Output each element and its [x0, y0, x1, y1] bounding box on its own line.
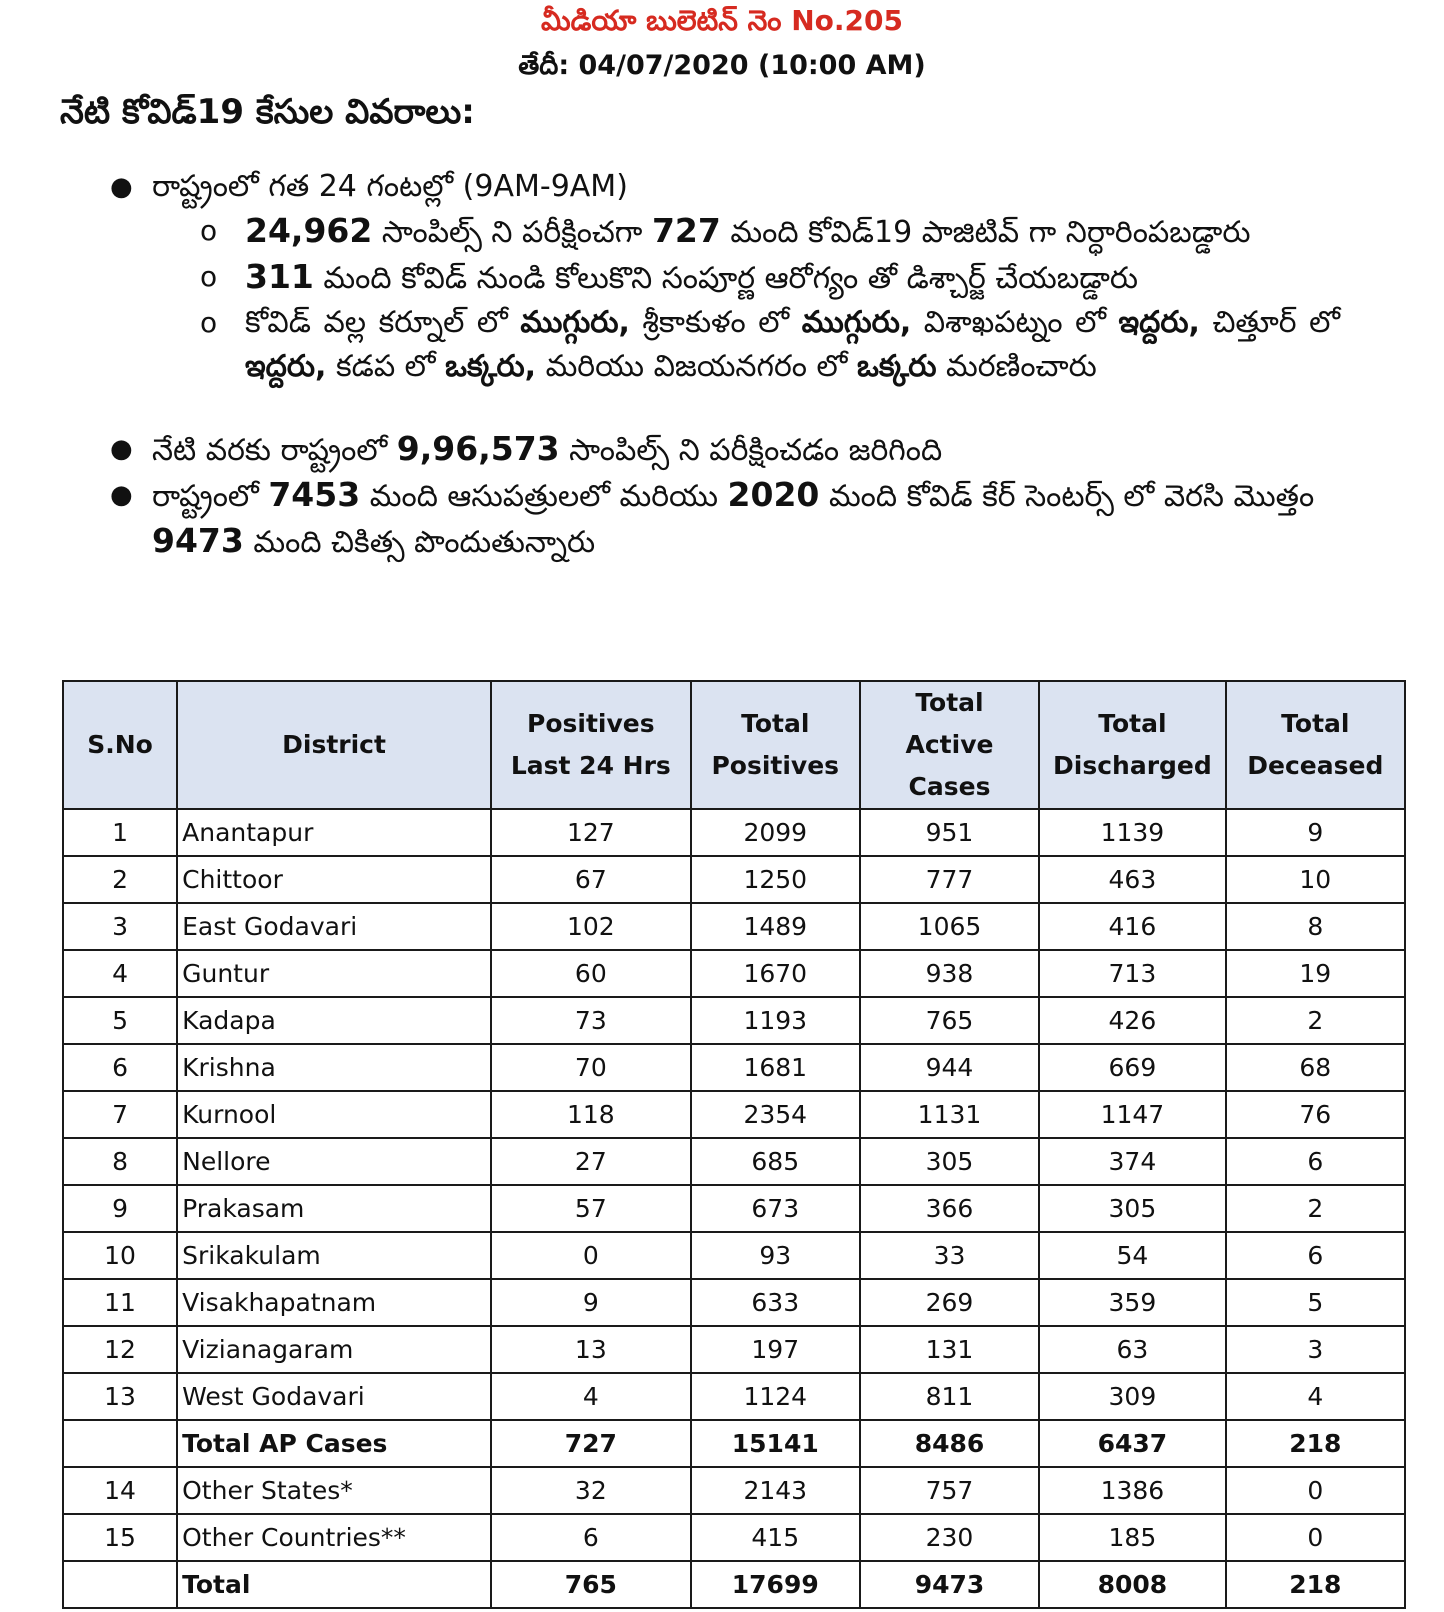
cell-deceased: 6	[1226, 1232, 1405, 1279]
cell-deceased: 6	[1226, 1138, 1405, 1185]
cell-positives-24hrs: 4	[491, 1373, 691, 1420]
total-under-treatment: 9473	[152, 521, 244, 560]
table-row	[63, 1185, 1405, 1232]
sub-text: సాంపిల్స్ ని పరీక్షించగా	[372, 215, 652, 250]
cell-deceased: 5	[1226, 1279, 1405, 1326]
cell-discharged: 416	[1039, 903, 1225, 950]
hospital-count: 7453	[268, 475, 361, 514]
cell-sno	[63, 1420, 177, 1467]
cell-active-cases: 230	[860, 1514, 1039, 1561]
cell-deceased: 3	[1226, 1326, 1405, 1373]
sub-marker: o	[200, 306, 218, 339]
cell-active-cases: 765	[860, 997, 1039, 1044]
section-heading: నేటి కోవిడ్19 కేసుల వివరాలు:	[60, 92, 475, 132]
cell-discharged: 713	[1039, 950, 1225, 997]
bullet-marker: ●	[110, 434, 133, 464]
cell-deceased: 0	[1226, 1467, 1405, 1514]
cell-positives-24hrs: 70	[491, 1044, 691, 1091]
cell-district: Visakhapatnam	[177, 1279, 491, 1326]
cell-total-positives: 15141	[691, 1420, 860, 1467]
cell-total-positives: 1489	[691, 903, 860, 950]
cell-positives-24hrs: 32	[491, 1467, 691, 1514]
table-row	[63, 1044, 1405, 1091]
table-row	[63, 1514, 1405, 1561]
cell-deceased: 8	[1226, 903, 1405, 950]
table-row	[63, 950, 1405, 997]
cell-total-positives: 1250	[691, 856, 860, 903]
col-header-active-cases: Total Active Cases	[860, 681, 1039, 809]
col-header-discharged: Total Discharged	[1039, 681, 1225, 809]
table-total-row	[63, 1561, 1405, 1608]
table-row	[63, 903, 1405, 950]
sub-text: శ్రీకాకుళం లో	[629, 305, 802, 340]
table-row	[63, 1279, 1405, 1326]
cell-total-positives: 685	[691, 1138, 860, 1185]
death-count: ఒక్కరు,	[445, 349, 537, 384]
cell-discharged: 6437	[1039, 1420, 1225, 1467]
cell-district: Chittoor	[177, 856, 491, 903]
cell-discharged: 8008	[1039, 1561, 1225, 1608]
cell-sno: 11	[63, 1279, 177, 1326]
cell-discharged: 359	[1039, 1279, 1225, 1326]
bullet-item-under-treatment	[110, 473, 1340, 565]
cell-sno: 3	[63, 903, 177, 950]
bullet-item-total-samples	[110, 427, 1340, 473]
cell-deceased: 2	[1226, 997, 1405, 1044]
sub-marker: o	[200, 214, 218, 247]
bulletin-title: మీడియా బులెటిన్ నెం No.205	[540, 4, 903, 37]
cell-active-cases: 9473	[860, 1561, 1039, 1608]
cell-district: Kadapa	[177, 997, 491, 1044]
table-row	[63, 1232, 1405, 1279]
bullet-text: రాష్ట్రంలో గత 24 గంటల్లో (9AM-9AM)	[152, 169, 628, 204]
sub-text: కడప లో	[326, 349, 446, 384]
table-row	[63, 1326, 1405, 1373]
col-header-sno: S.No	[63, 681, 177, 809]
discharged-24hrs: 311	[245, 257, 314, 296]
death-count: ముగ్గురు,	[801, 305, 912, 340]
cell-district: Vizianagaram	[177, 1326, 491, 1373]
cell-sno: 7	[63, 1091, 177, 1138]
cell-total-positives: 673	[691, 1185, 860, 1232]
cell-deceased: 10	[1226, 856, 1405, 903]
bullet-list	[110, 165, 1340, 565]
col-header-total-positives: Total Positives	[691, 681, 860, 809]
cell-sno	[63, 1561, 177, 1608]
bullet-text: మంది కోవిడ్ కేర్ సెంటర్స్ లో వెరసి మొత్తం	[819, 479, 1315, 514]
cell-deceased: 218	[1226, 1420, 1405, 1467]
cell-total-positives: 633	[691, 1279, 860, 1326]
date-label: తేదీ	[518, 50, 559, 81]
bullet-marker: ●	[110, 480, 133, 510]
district-cases-table	[62, 680, 1406, 1609]
cell-active-cases: 811	[860, 1373, 1039, 1420]
bullet-text: సాంపిల్స్ ని పరీక్షించడం జరిగింది	[559, 433, 943, 468]
cell-active-cases: 757	[860, 1467, 1039, 1514]
cell-discharged: 63	[1039, 1326, 1225, 1373]
cell-sno: 4	[63, 950, 177, 997]
total-samples: 9,96,573	[396, 429, 560, 468]
cell-discharged: 1139	[1039, 809, 1225, 856]
sub-text: మరియు విజయనగరం లో	[536, 349, 857, 384]
cell-discharged: 305	[1039, 1185, 1225, 1232]
death-count: ఒక్కరు	[856, 349, 937, 384]
cell-deceased: 0	[1226, 1514, 1405, 1561]
cell-sno: 10	[63, 1232, 177, 1279]
cell-positives-24hrs: 118	[491, 1091, 691, 1138]
cell-total-positives: 1681	[691, 1044, 860, 1091]
cell-sno: 1	[63, 809, 177, 856]
sub-text: మంది కోవిడ్19 పాజిటివ్ గా నిర్ధారింపబడ్డారు	[720, 215, 1251, 250]
cell-district: Other States*	[177, 1467, 491, 1514]
date-value: : 04/07/2020 (10:00 AM)	[558, 50, 926, 81]
col-header-positives-24hrs: Positives Last 24 Hrs	[491, 681, 691, 809]
sub-text: విశాఖపట్నం లో	[911, 305, 1119, 340]
cell-positives-24hrs: 127	[491, 809, 691, 856]
cell-positives-24hrs: 13	[491, 1326, 691, 1373]
cell-active-cases: 366	[860, 1185, 1039, 1232]
cell-active-cases: 305	[860, 1138, 1039, 1185]
cell-active-cases: 944	[860, 1044, 1039, 1091]
death-count: ఇద్దరు,	[245, 349, 327, 384]
cell-discharged: 374	[1039, 1138, 1225, 1185]
cell-total-positives: 1193	[691, 997, 860, 1044]
cell-sno: 13	[63, 1373, 177, 1420]
cell-positives-24hrs: 102	[491, 903, 691, 950]
cell-sno: 9	[63, 1185, 177, 1232]
bulletin-date	[0, 50, 1444, 88]
col-header-deceased: Total Deceased	[1226, 681, 1405, 809]
cell-deceased: 2	[1226, 1185, 1405, 1232]
cell-sno: 15	[63, 1514, 177, 1561]
sub-item-deaths	[200, 301, 1340, 389]
cell-total-positives: 1124	[691, 1373, 860, 1420]
cell-active-cases: 1131	[860, 1091, 1039, 1138]
table-row	[63, 1091, 1405, 1138]
death-count: ముగ్గురు,	[520, 305, 630, 340]
cell-discharged: 669	[1039, 1044, 1225, 1091]
table-row	[63, 856, 1405, 903]
cell-positives-24hrs: 73	[491, 997, 691, 1044]
death-count: ఇద్దరు,	[1118, 305, 1200, 340]
cell-active-cases: 951	[860, 809, 1039, 856]
bullet-text: మంది చికిత్స పొందుతున్నారు	[243, 525, 596, 560]
cell-positives-24hrs: 0	[491, 1232, 691, 1279]
cell-active-cases: 777	[860, 856, 1039, 903]
cell-deceased: 68	[1226, 1044, 1405, 1091]
cell-district: East Godavari	[177, 903, 491, 950]
cell-positives-24hrs: 727	[491, 1420, 691, 1467]
table-row	[63, 1138, 1405, 1185]
cell-total-positives: 2099	[691, 809, 860, 856]
cell-sno: 6	[63, 1044, 177, 1091]
cell-active-cases: 938	[860, 950, 1039, 997]
cell-deceased: 19	[1226, 950, 1405, 997]
table-body	[63, 809, 1405, 1608]
table-total-row	[63, 1420, 1405, 1467]
table-row	[63, 809, 1405, 856]
samples-tested-24hrs: 24,962	[245, 211, 373, 250]
table-header-row	[63, 681, 1405, 809]
cell-discharged: 1386	[1039, 1467, 1225, 1514]
cell-district: West Godavari	[177, 1373, 491, 1420]
sub-text: చిత్తూర్ లో	[1199, 305, 1341, 340]
cell-positives-24hrs: 9	[491, 1279, 691, 1326]
cell-positives-24hrs: 67	[491, 856, 691, 903]
cell-active-cases: 131	[860, 1326, 1039, 1373]
sub-text: మంది కోవిడ్ నుండి కోలుకొని సంపూర్ణ ఆరోగ్యం తో డిశ్చార్జ్ చేయబడ్డారు	[313, 261, 1139, 296]
cell-total-positives: 415	[691, 1514, 860, 1561]
cell-active-cases: 8486	[860, 1420, 1039, 1467]
cell-district: Nellore	[177, 1138, 491, 1185]
cell-deceased: 218	[1226, 1561, 1405, 1608]
cell-active-cases: 269	[860, 1279, 1039, 1326]
positives-24hrs: 727	[651, 211, 721, 250]
cell-district: Other Countries**	[177, 1514, 491, 1561]
bullet-marker: ●	[110, 172, 133, 202]
cell-discharged: 1147	[1039, 1091, 1225, 1138]
sub-text: కోవిడ్ వల్ల కర్నూల్ లో	[245, 305, 521, 340]
cell-sno: 8	[63, 1138, 177, 1185]
spacer	[110, 389, 1340, 427]
sub-item-discharged	[200, 255, 1340, 301]
cell-district: Total AP Cases	[177, 1420, 491, 1467]
cell-sno: 5	[63, 997, 177, 1044]
cell-discharged: 463	[1039, 856, 1225, 903]
cell-discharged: 185	[1039, 1514, 1225, 1561]
cell-district: Kurnool	[177, 1091, 491, 1138]
table-row	[63, 1373, 1405, 1420]
cell-discharged: 54	[1039, 1232, 1225, 1279]
cell-positives-24hrs: 6	[491, 1514, 691, 1561]
cell-district: Total	[177, 1561, 491, 1608]
cell-deceased: 4	[1226, 1373, 1405, 1420]
bullet-text: రాష్ట్రంలో	[152, 479, 269, 514]
cell-total-positives: 2354	[691, 1091, 860, 1138]
bullet-text: మంది ఆసుపత్రులలో మరియు	[360, 479, 728, 514]
sub-marker: o	[200, 260, 218, 293]
cell-deceased: 9	[1226, 809, 1405, 856]
cell-total-positives: 93	[691, 1232, 860, 1279]
table-row	[63, 997, 1405, 1044]
cell-active-cases: 1065	[860, 903, 1039, 950]
bullet-item-24hrs	[110, 165, 1340, 209]
bullet-text: నేటి వరకు రాష్ట్రంలో	[152, 433, 397, 468]
cell-positives-24hrs: 57	[491, 1185, 691, 1232]
cell-sno: 14	[63, 1467, 177, 1514]
cell-positives-24hrs: 765	[491, 1561, 691, 1608]
cell-district: Guntur	[177, 950, 491, 997]
cell-district: Anantapur	[177, 809, 491, 856]
cell-deceased: 76	[1226, 1091, 1405, 1138]
sub-text: మరణించారు	[936, 349, 1097, 384]
cell-district: Prakasam	[177, 1185, 491, 1232]
cell-discharged: 426	[1039, 997, 1225, 1044]
cell-total-positives: 2143	[691, 1467, 860, 1514]
cell-positives-24hrs: 27	[491, 1138, 691, 1185]
cell-sno: 2	[63, 856, 177, 903]
col-header-district: District	[177, 681, 491, 809]
cell-district: Srikakulam	[177, 1232, 491, 1279]
cell-total-positives: 197	[691, 1326, 860, 1373]
cell-active-cases: 33	[860, 1232, 1039, 1279]
sub-item-samples	[200, 209, 1340, 255]
cell-total-positives: 1670	[691, 950, 860, 997]
cell-total-positives: 17699	[691, 1561, 860, 1608]
care-center-count: 2020	[727, 475, 820, 514]
cell-positives-24hrs: 60	[491, 950, 691, 997]
cell-district: Krishna	[177, 1044, 491, 1091]
cell-discharged: 309	[1039, 1373, 1225, 1420]
cell-sno: 12	[63, 1326, 177, 1373]
table-row	[63, 1467, 1405, 1514]
